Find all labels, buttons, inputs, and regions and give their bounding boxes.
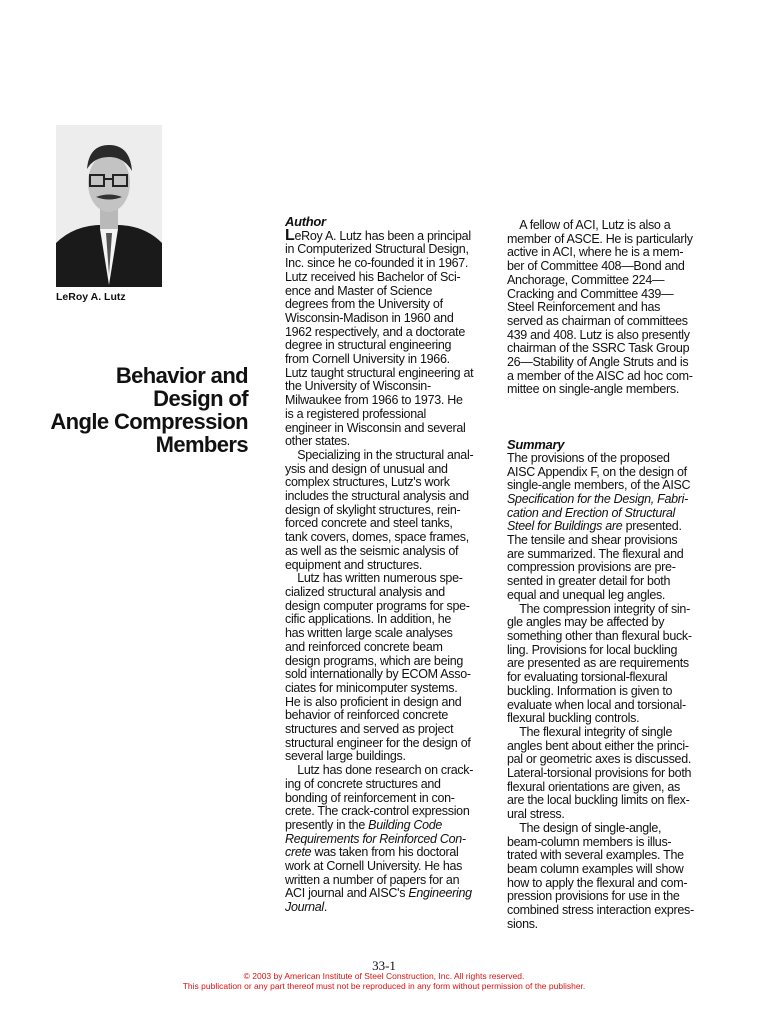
text-line [285,517,495,531]
text-segment: Lutz has done research on crack- [285,763,474,778]
text-line [507,603,719,617]
text-line [507,315,719,329]
text-segment: design computer programs for spe- [285,598,470,613]
text-line [285,600,495,614]
text-line [285,298,495,312]
text-segment: Steel Reinforcement and has [507,300,661,315]
text-line [285,422,495,436]
text-segment: bonding of reinforcement in con- [285,790,455,805]
text-line [507,808,719,822]
text-line [285,353,495,367]
text-line [285,243,495,257]
text-segment: Wisconsin-Madison in 1960 and [285,310,454,325]
text-segment: trated with several examples. The [507,848,684,863]
text-segment: several large buildings. [285,749,406,764]
text-segment: served as chairman of committees [507,313,688,328]
text-line [285,490,495,504]
text-line [285,887,495,901]
text-segment: Specification for the Design, Fabri- [507,491,688,506]
text-line [285,778,495,792]
text-line [507,657,719,671]
text-segment: Lutz taught structural engineering at [285,365,474,380]
text-segment: design programs, which are being [285,653,464,668]
text-line [285,641,495,655]
author-heading: Author [285,214,326,229]
text-line [507,630,719,644]
page-number: 33-1 [372,958,396,973]
text-line [507,849,719,863]
text-segment: 1962 respectively, and a doctorate [285,324,465,339]
text-line [507,836,719,850]
text-segment: written a number of papers for an [285,872,460,887]
text-line [285,696,495,710]
text-line [507,329,719,343]
text-line [507,233,719,247]
text-segment: sions. [507,916,538,931]
text-line [507,479,719,493]
text-line [507,877,719,891]
text-line [507,794,719,808]
text-line [507,356,719,370]
text-line [285,545,495,559]
text-line [507,904,719,918]
text-line [285,586,495,600]
text-line [507,699,719,713]
text-line [507,288,719,302]
text-line [507,370,719,384]
text-segment: Engineering [408,886,472,901]
text-segment: . [323,900,328,915]
text-segment: ysis and design of unusual and [285,461,448,476]
text-segment: Building Code [368,817,443,832]
text-line [507,493,719,507]
photo-caption: LeRoy A. Lutz [56,291,126,303]
text-segment: work at Cornell University. He has [285,859,463,874]
text-line [285,682,495,696]
author-body [285,226,495,915]
text-line [507,726,719,740]
text-line [507,561,719,575]
text-segment: are the local buckling limits on flex- [507,793,690,808]
text-line [507,644,719,658]
text-segment: complex structures, Lutz's work [285,475,450,490]
text-segment: flexural orientations are given, as [507,779,680,794]
text-segment: a member of the AISC ad hoc com- [507,368,693,383]
text-segment: pression provisions for use in the [507,889,680,904]
text-line [507,671,719,685]
text-segment: for evaluating torsional-flexural [507,670,668,685]
text-segment: Requirements for Reinforced Con- [285,831,466,846]
text-line [285,449,495,463]
article-title [18,364,248,456]
text-segment: other states. [285,434,350,449]
text-line [285,750,495,764]
text-line [285,805,495,819]
text-line [507,219,719,233]
text-line [507,767,719,781]
text-line [507,301,719,315]
text-line [285,394,495,408]
text-segment: He is also proficient in design and [285,694,462,709]
text-segment: flexural buckling controls. [507,711,640,726]
text-segment: presently in the [285,817,369,832]
title-line: Angle Compression [50,409,248,434]
text-segment: Lutz has written numerous spe- [285,571,463,586]
text-segment: 439 and 408. Lutz is also presently [507,327,690,342]
text-line [507,452,719,466]
text-line [285,312,495,326]
text-line [507,589,719,603]
text-line [507,342,719,356]
text-segment: sented in greater detail for both [507,574,671,589]
text-line [507,918,719,932]
text-line [285,846,495,860]
text-segment: mittee on single-angle members. [507,382,680,397]
author-column [285,215,495,915]
text-line [285,737,495,751]
text-segment: ciates for minicomputer systems. [285,680,458,695]
text-line [507,534,719,548]
author-body-continued [507,219,719,397]
text-segment: evaluate when local and torsional- [507,697,686,712]
text-segment: AISC Appendix F, on the design of [507,464,687,479]
text-segment: The compression integrity of sin- [507,601,690,616]
text-line [285,367,495,381]
text-segment: crete. The crack-control expression [285,804,470,819]
text-segment: in Computerized Structural Design, [285,242,469,257]
reproduction-notice: This publication or any part thereof must not be reproduced in any form without permission of the publisher. [182,981,586,991]
text-segment: ence and Master of Science [285,283,433,298]
summary-body [507,452,719,932]
text-segment: engineer in Wisconsin and several [285,420,466,435]
title-line: Members [155,432,248,457]
text-line [285,226,495,244]
text-line [507,575,719,589]
text-segment: Specializing in the structural anal- [285,447,474,462]
text-segment: something other than flexural buck- [507,628,692,643]
text-line [285,668,495,682]
text-line [507,507,719,521]
text-segment: and reinforced concrete beam [285,639,443,654]
text-line [285,504,495,518]
text-segment: degrees from the University of [285,297,443,312]
copyright-notice: © 2003 by American Institute of Steel Construction, Inc. All rights reserved. [243,971,525,981]
text-line [507,753,719,767]
text-segment: is a registered professional [285,406,426,421]
text-segment: member of ASCE. He is particularly [507,231,693,246]
text-line [507,781,719,795]
text-line [285,819,495,833]
text-segment: angles bent about either the princi- [507,738,689,753]
text-segment: equipment and structures. [285,557,423,572]
text-line [507,383,719,397]
title-line: Design of [153,386,248,411]
text-segment: 26—Stability of Angle Struts and is [507,355,689,370]
text-segment: Lutz received his Bachelor of Sci- [285,269,461,284]
text-segment: was taken from his doctoral [311,845,459,860]
text-segment: combined stress interaction expres- [507,903,694,918]
text-line [507,712,719,726]
text-line [285,408,495,422]
text-line [507,616,719,630]
text-line [285,833,495,847]
text-segment: beam column examples will show [507,861,684,876]
text-segment: chairman of the SSRC Task Group [507,341,690,356]
text-line [285,655,495,669]
text-segment: ling. Provisions for local buckling [507,642,678,657]
text-segment: tank covers, domes, space frames, [285,530,469,545]
text-segment: Inc. since he co-founded it in 1967. [285,256,469,271]
text-segment: sold internationally by ECOM Asso- [285,667,471,682]
text-segment: buckling. Information is given to [507,683,673,698]
text-segment: ACI journal and AISC's [285,886,409,901]
text-line [285,901,495,915]
text-segment: from Cornell University in 1966. [285,352,450,367]
text-line [507,822,719,836]
text-line [285,257,495,271]
text-segment: structures and served as project [285,722,454,737]
text-line [285,572,495,586]
author-photo [56,125,162,287]
text-segment: has written large scale analyses [285,626,453,641]
text-segment: Steel for Buildings are [507,519,623,534]
text-segment: Lateral-torsional provisions for both [507,766,692,781]
text-line [285,531,495,545]
text-segment: cific applications. In addition, he [285,612,451,627]
text-line [285,764,495,778]
text-line [507,740,719,754]
text-segment: A fellow of ACI, Lutz is also a [507,218,671,232]
text-segment: the University of Wisconsin- [285,379,431,394]
text-line [507,890,719,904]
text-segment: compression provisions are pre- [507,560,676,575]
text-line [285,559,495,573]
text-line [507,520,719,534]
text-segment: ing of concrete structures and [285,776,441,791]
text-line [507,863,719,877]
title-line: Behavior and [115,363,248,388]
text-segment: pal or geometric axes is discussed. [507,752,692,767]
text-segment: are summarized. The flexural and [507,546,684,561]
text-line [285,874,495,888]
text-segment: equal and unequal leg angles. [507,587,666,602]
text-line [285,271,495,285]
text-line [285,380,495,394]
text-segment: The tensile and shear provisions [507,533,678,548]
text-segment: active in ACI, where he is a mem- [507,245,684,260]
text-line [285,463,495,477]
text-segment: Journal [285,900,324,915]
text-segment: The design of single-angle, [507,820,662,835]
text-line [507,685,719,699]
text-segment: Milwaukee from 1966 to 1973. He [285,393,463,408]
text-line [507,246,719,260]
text-line [285,723,495,737]
text-segment: as well as the seismic analysis of [285,543,459,558]
drop-cap: L [285,226,295,244]
text-segment: Anchorage, Committee 224— [507,272,665,287]
text-segment: forced concrete and steel tanks, [285,516,453,531]
text-segment: gle angles may be affected by [507,615,665,630]
text-segment: are presented as are requirements [507,656,689,671]
text-segment: eRoy A. Lutz has been a principal [294,228,471,243]
text-segment: beam-column members is illus- [507,834,672,849]
text-line [285,435,495,449]
text-line [507,274,719,288]
text-segment: crete [285,845,312,860]
text-segment: cation and Erection of Structural [507,505,675,520]
text-segment: includes the structural analysis and [285,489,469,504]
text-line [285,285,495,299]
text-line [507,548,719,562]
text-segment: Cracking and Committee 439— [507,286,674,301]
text-line [285,792,495,806]
text-line [285,709,495,723]
right-column [507,219,719,931]
text-segment: The flexural integrity of single [507,724,673,739]
text-segment: cialized structural analysis and [285,584,445,599]
text-line [285,339,495,353]
text-segment: behavior of reinforced concrete [285,708,449,723]
text-line [285,860,495,874]
text-line [507,260,719,274]
text-line [285,476,495,490]
text-segment: how to apply the flexural and com- [507,875,688,890]
text-line [285,326,495,340]
text-segment: ural stress. [507,807,565,822]
text-segment: degree in structural engineering [285,338,452,353]
text-segment: ber of Committee 408—Bond and [507,259,685,274]
summary-heading: Summary [507,437,565,453]
text-line [507,466,719,480]
text-segment: presented. [622,519,682,534]
text-line [285,627,495,641]
text-segment: The provisions of the proposed [507,450,670,465]
text-segment: single-angle members, of the AISC [507,478,691,493]
text-segment: design of skylight structures, rein- [285,502,461,517]
text-line [285,613,495,627]
text-segment: structural engineer for the design of [285,735,471,750]
